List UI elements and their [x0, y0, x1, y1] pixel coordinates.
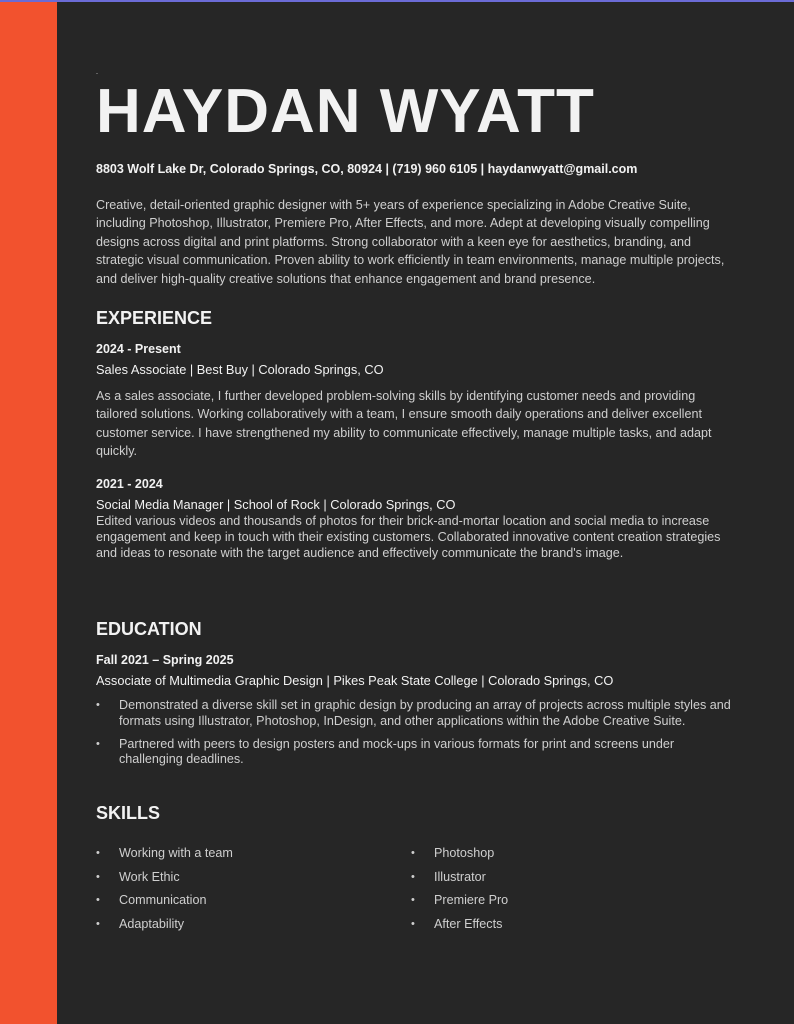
list-item	[96, 917, 376, 941]
job-1-dates: 2024 - Present	[96, 342, 181, 356]
job-2-description: Edited various videos and thousands of photos for their brick-and-mortar location and social media to increase engagement and keep in touch with their existing customers. Collaborated innovative content creation strategies and ideas to resonate with the target audience and effectively communicate the brand's image.	[96, 514, 721, 561]
list-item	[411, 917, 691, 941]
education-dates: Fall 2021 – Spring 2025	[96, 653, 234, 667]
education-bullets	[96, 698, 736, 768]
job-2-dates: 2021 - 2024	[96, 477, 163, 491]
list-item	[96, 893, 376, 917]
bullet-icon: •	[96, 699, 100, 711]
candidate-name: HAYDAN WYATT	[96, 77, 595, 146]
experience-heading: EXPERIENCE	[96, 308, 213, 328]
bullet-icon: •	[96, 870, 100, 883]
list-item	[96, 698, 736, 730]
bullet-icon: •	[96, 894, 100, 906]
resume-page	[96, 0, 736, 1024]
skill-item: Photoshop	[434, 846, 495, 860]
bullet-icon: •	[96, 917, 100, 930]
skills-heading: SKILLS	[96, 803, 161, 823]
skill-item: Communication	[119, 893, 207, 907]
skill-item: Adaptability	[119, 916, 185, 931]
accent-bar	[0, 2, 57, 1024]
bullet-icon: •	[96, 847, 100, 859]
list-item	[96, 846, 376, 870]
contact-line: 8803 Wolf Lake Dr, Colorado Springs, CO, 80924 | (719) 960 6105 | haydanwyatt@gmail.com	[96, 162, 638, 176]
job-2-role: Social Media Manager | School of Rock | Colorado Springs, CO	[96, 497, 456, 512]
skill-item: After Effects	[434, 916, 503, 931]
bullet-icon: •	[411, 917, 415, 930]
list-item	[411, 870, 691, 894]
list-item	[411, 893, 691, 917]
job-1-description: As a sales associate, I further developed problem-solving skills by identifying customer needs and providing tailored solutions. Working collaboratively with a team, I ensure smooth daily operations and deliver excellent customer service. I have strengthened my ability to communicate effectively, manage multiple tasks, and adapt quickly.	[96, 389, 712, 459]
skills-left-column	[96, 846, 376, 940]
education-bullet-text: Demonstrated a diverse skill set in graphic design by producing an array of projects across multiple styles and formats using Illustrator, Photoshop, InDesign, and other applications within the Adobe Creative Suite.	[119, 698, 731, 728]
education-degree: Associate of Multimedia Graphic Design | Pikes Peak State College | Colorado Springs, CO	[96, 673, 614, 688]
list-item	[96, 870, 376, 894]
skill-item: Working with a team	[119, 846, 233, 860]
list-item	[411, 846, 691, 870]
skill-item: Work Ethic	[119, 869, 180, 884]
bullet-icon: •	[411, 894, 415, 906]
education-heading: EDUCATION	[96, 619, 202, 639]
bullet-icon: •	[96, 737, 100, 750]
skills-right-column	[411, 846, 691, 940]
education-bullet-text: Partnered with peers to design posters and mock-ups in various formats for print and screens under challenging deadlines.	[119, 736, 675, 767]
skill-item: Illustrator	[434, 869, 486, 884]
job-1-role: Sales Associate | Best Buy | Colorado Springs, CO	[96, 362, 384, 377]
header-mark: -	[96, 71, 98, 77]
list-item	[96, 737, 736, 769]
skill-item: Premiere Pro	[434, 893, 509, 907]
bullet-icon: •	[411, 847, 415, 859]
summary-paragraph: Creative, detail-oriented graphic designer with 5+ years of experience specializing in Adobe Creative Suite, including Photoshop, Illustrator, Premiere Pro, After Effects, and more. Adept at developing visually compelling designs across digital and print platforms. Strong collaborator with a keen eye for aesthetics, branding, and strategic visual communication. Proven ability to work efficiently in team environments, manage multiple projects, and deliver high-quality creative solutions that enhance engagement and brand presence.	[96, 198, 725, 286]
bullet-icon: •	[411, 870, 415, 883]
